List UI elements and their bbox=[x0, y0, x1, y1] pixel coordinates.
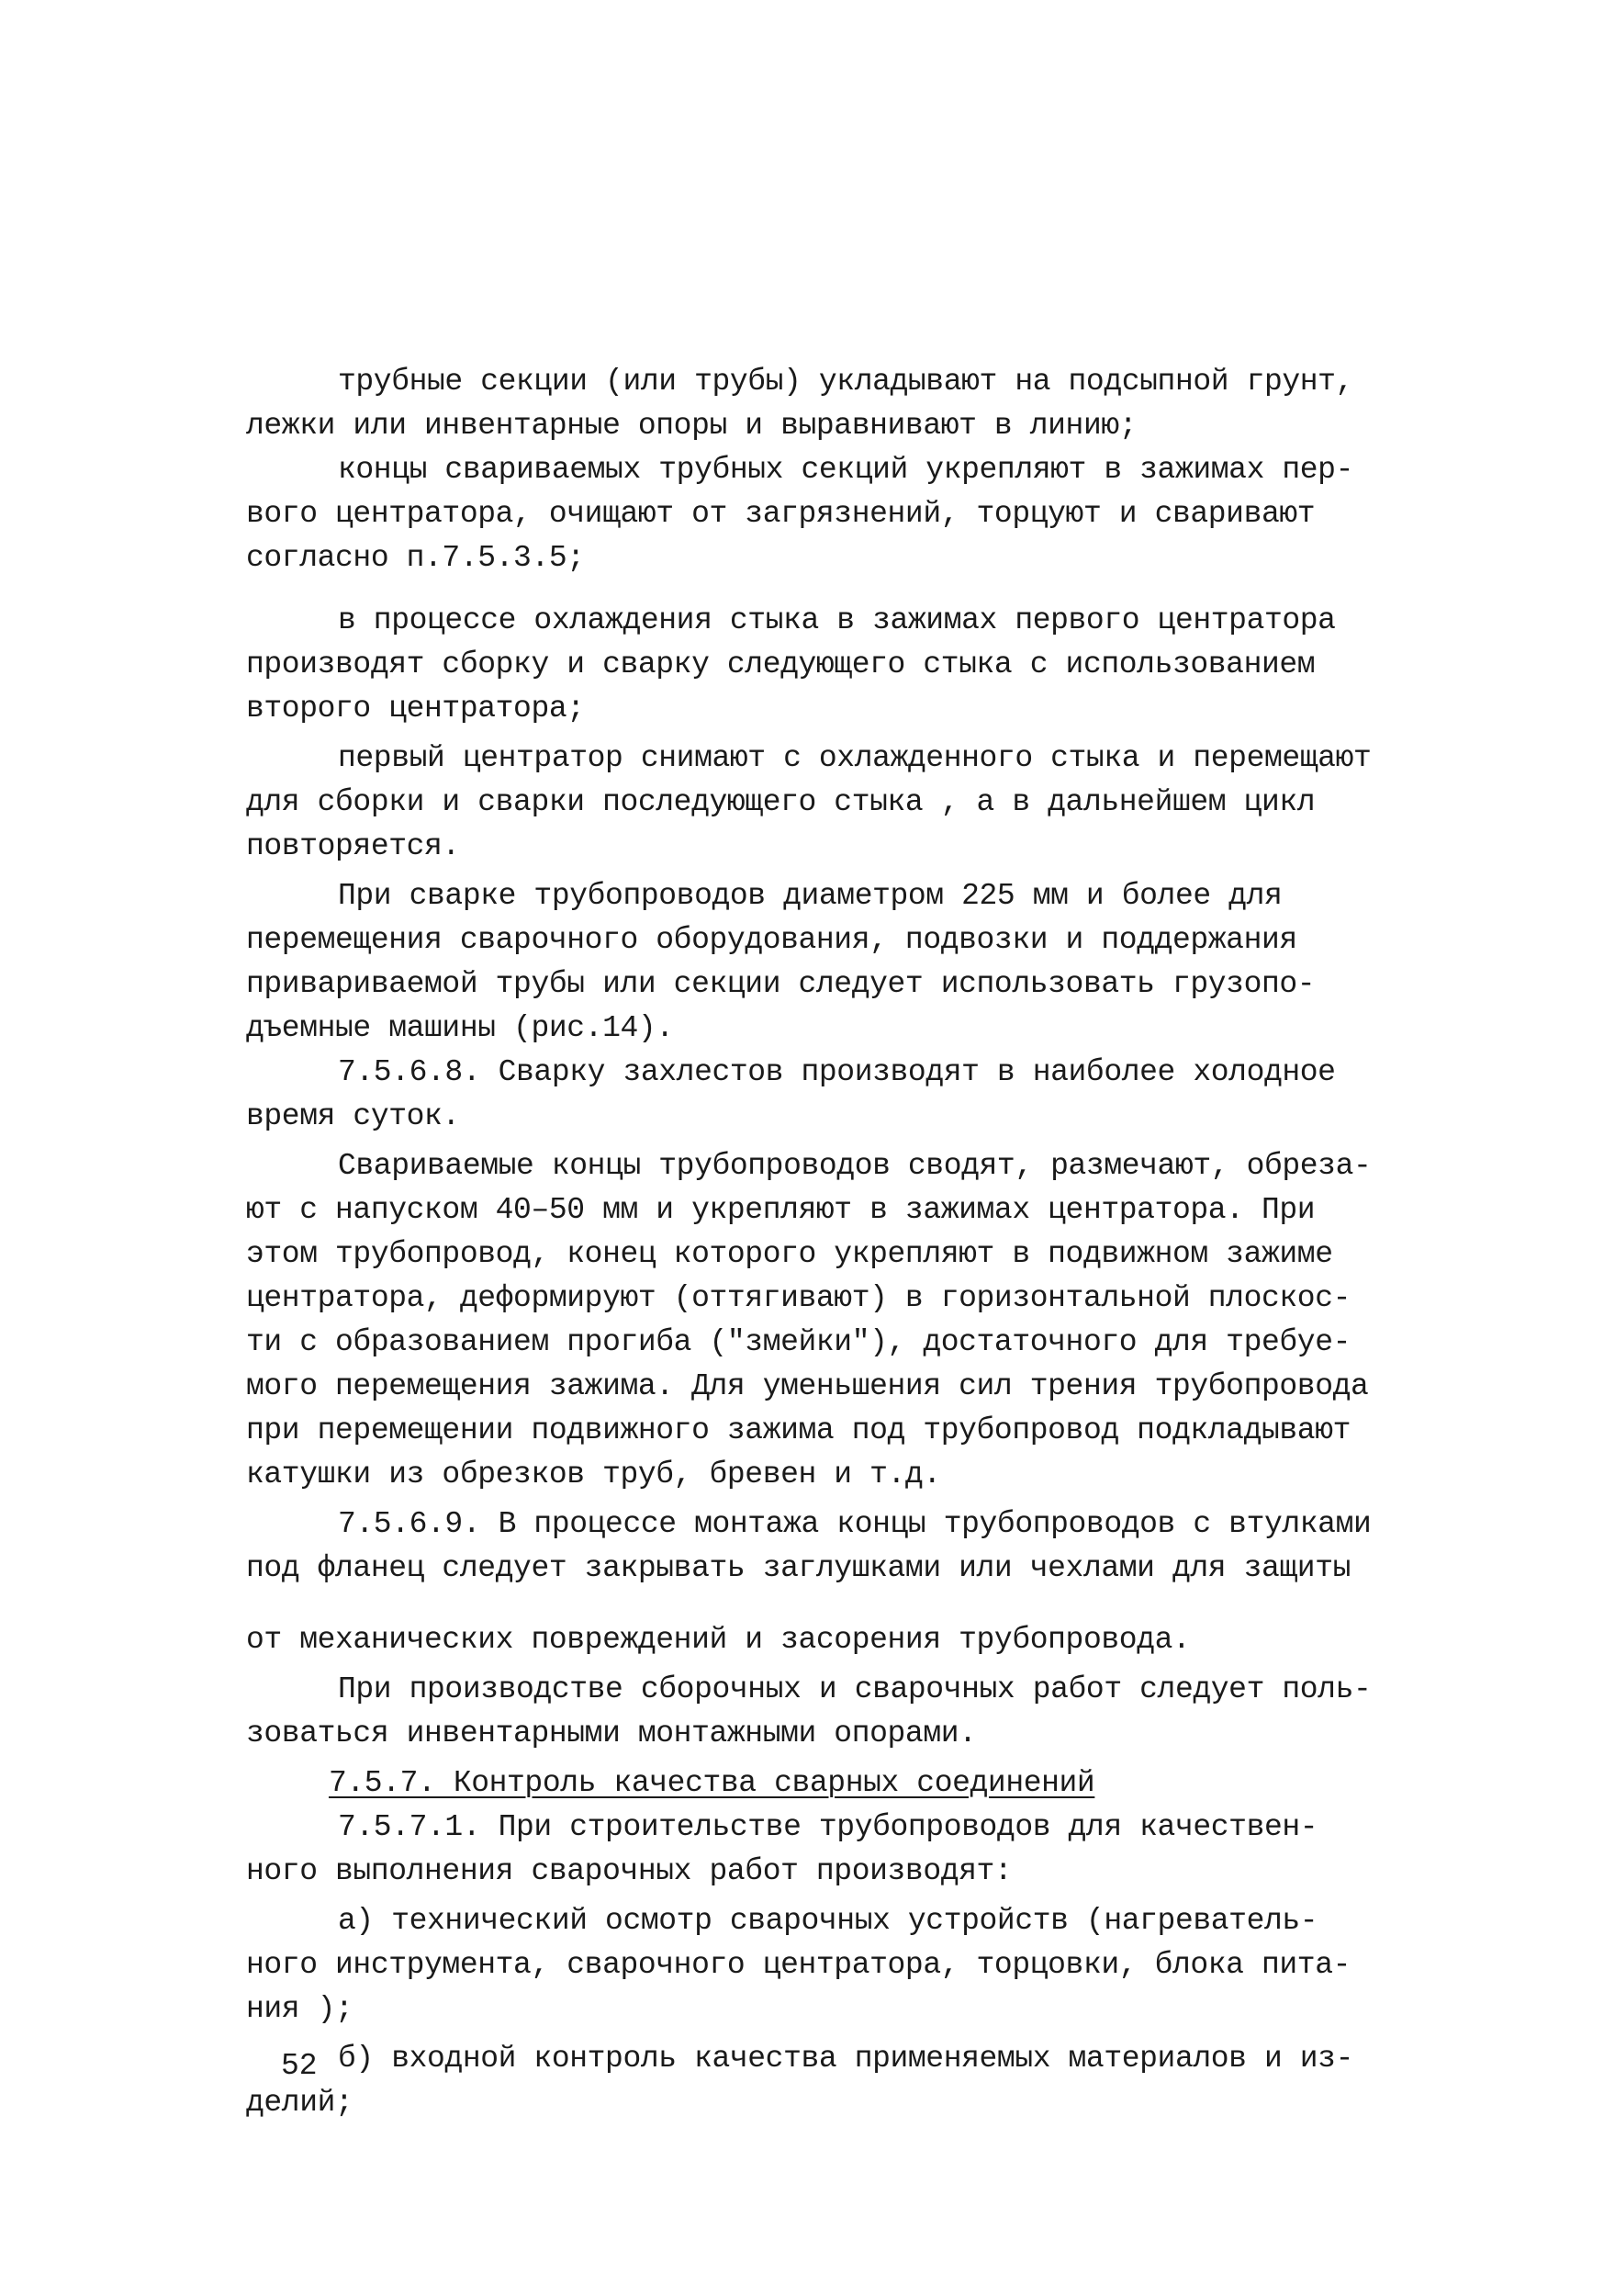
text-line: от механических повреждений и засорения трубопровода. bbox=[246, 1623, 1191, 1657]
text-line: повторяется. bbox=[246, 829, 460, 863]
text-line: этом трубопровод, конец которого укрепляют в подвижном зажиме bbox=[246, 1237, 1333, 1271]
page-number: 52 bbox=[281, 2049, 318, 2083]
text-line: производят сборку и сварку следующего стыка с использованием bbox=[246, 647, 1316, 681]
text-line: первый центратор снимают с охлажденного стыка и перемещают bbox=[338, 741, 1372, 775]
text-line: а) технический осмотр сварочных устройств (нагреватель- bbox=[338, 1904, 1318, 1938]
text-line: дъемные машины (рис.14). bbox=[246, 1011, 674, 1045]
text-line: 7.5.6.9. В процессе монтажа концы трубопроводов с втулками bbox=[338, 1507, 1372, 1541]
section-heading-line bbox=[246, 1761, 1405, 1806]
text-line: ного инструмента, сварочного центратора, торцовки, блока пита- bbox=[246, 1948, 1351, 1982]
text-line: центратора, деформируют (оттягивают) в горизонтальной плоскос- bbox=[246, 1281, 1351, 1315]
text-line: лежки или инвентарные опоры и выравнивают в линию; bbox=[246, 409, 1138, 443]
text-line: ния ); bbox=[246, 1992, 353, 2026]
text-line: под фланец следует закрывать заглушками или чехлами для защиты bbox=[246, 1551, 1351, 1585]
text-line: вого центратора, очищают от загрязнений, торцуют и сваривают bbox=[246, 497, 1316, 531]
text-line: ного выполнения сварочных работ производят: bbox=[246, 1854, 1013, 1888]
text-line: согласно п.7.5.3.5; bbox=[246, 541, 585, 575]
text-line: ют с напуском 40–50 мм и укрепляют в зажимах центратора. При bbox=[246, 1193, 1316, 1227]
section-heading: 7.5.7. Контроль качества сварных соединений bbox=[329, 1766, 1095, 1800]
text-line: делий; bbox=[246, 2086, 353, 2120]
text-line: время суток. bbox=[246, 1099, 460, 1133]
text-line: При сварке трубопроводов диаметром 225 мм и более для bbox=[338, 879, 1283, 913]
text-line: зоваться инвентарными монтажными опорами. bbox=[246, 1716, 977, 1750]
text-line: 7.5.6.8. Сварку захлестов производят в наиболее холодное bbox=[338, 1055, 1336, 1089]
text-line: ти с образованием прогиба ("змейки"), достаточного для требуе- bbox=[246, 1325, 1351, 1359]
text-line: катушки из обрезков труб, бревен и т.д. bbox=[246, 1458, 941, 1491]
text-line: при перемещении подвижного зажима под трубопровод подкладывают bbox=[246, 1413, 1351, 1447]
text-line: привариваемой трубы или секции следует использовать грузопо- bbox=[246, 967, 1316, 1001]
text-line: трубные секции (или трубы) укладывают на подсыпной грунт, bbox=[338, 365, 1353, 399]
text-line: второго центратора; bbox=[246, 692, 585, 726]
text-line: 7.5.7.1. При строительстве трубопроводов для качествен- bbox=[338, 1810, 1318, 1844]
text-line: в процессе охлаждения стыка в зажимах первого центратора bbox=[338, 603, 1336, 637]
text-line: Свариваемые концы трубопроводов сводят, размечают, обреза- bbox=[338, 1149, 1372, 1183]
text-line: для сборки и сварки последующего стыка , а в дальнейшем цикл bbox=[246, 785, 1316, 819]
text-line: мого перемещения зажима. Для уменьшения сил трения трубопровода bbox=[246, 1369, 1369, 1403]
text-line: концы свариваемых трубных секций укрепляют в зажимах пер- bbox=[338, 453, 1353, 487]
text-line: При производстве сборочных и сварочных работ следует поль- bbox=[338, 1672, 1372, 1706]
text-line: б) входной контроль качества применяемых материалов и из- bbox=[338, 2042, 1353, 2076]
text-line: перемещения сварочного оборудования, подвозки и поддержания bbox=[246, 923, 1297, 957]
page-text bbox=[246, 360, 1405, 2125]
